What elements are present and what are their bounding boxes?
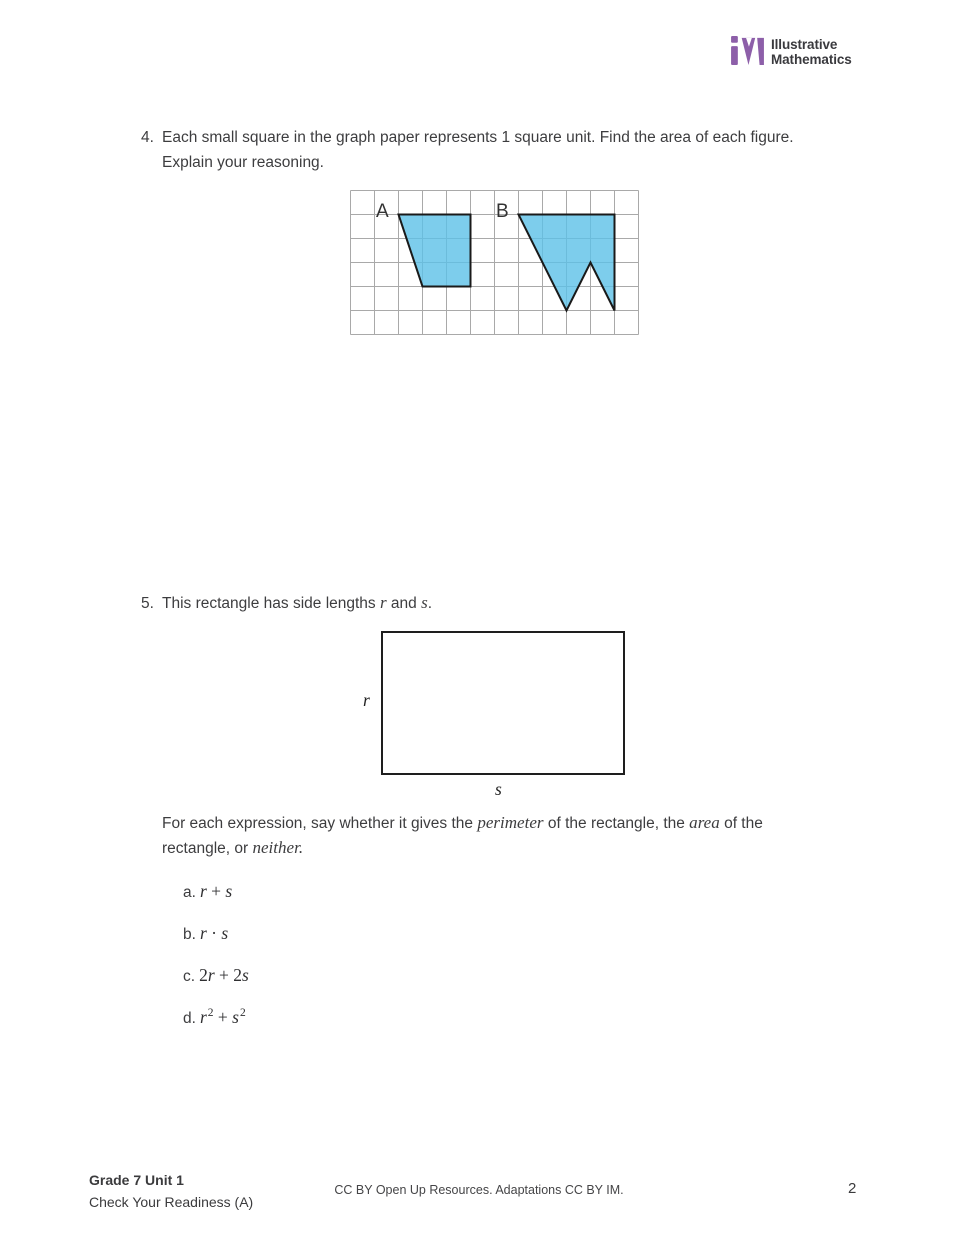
expression-part: · (206, 923, 222, 943)
expression-prompt (162, 812, 822, 861)
expression-part: 2 (207, 1007, 214, 1019)
math-term: s (421, 593, 428, 612)
expression-part: + (206, 881, 226, 901)
expression-part: r (199, 881, 207, 901)
expression-part: r (207, 965, 215, 985)
text-segment: For each expression, say whether it gives the (162, 815, 478, 832)
expression-item-a (183, 881, 249, 904)
footer-unit: Grade 7 Unit 1 (89, 1172, 184, 1188)
rectangle-side-r-label: r (363, 690, 370, 710)
expression-list (183, 881, 249, 1049)
figure-A-label: A (376, 201, 389, 222)
expression-part: s (242, 965, 249, 985)
expression-part: 2 (239, 1007, 246, 1019)
expression-part: s (221, 923, 229, 943)
figure-B-label: B (496, 201, 509, 222)
expression-part: 2 (199, 965, 208, 985)
graph-paper-figure (350, 190, 639, 335)
question-4-number: 4. (141, 129, 154, 146)
logo-line2: Mathematics (771, 51, 852, 67)
graph-paper-svg (350, 190, 639, 335)
math-term: perimeter (477, 813, 544, 832)
item-letter: c. (183, 968, 196, 985)
footer-assessment: Check Your Readiness (A) (89, 1193, 254, 1210)
expression-part: 2 (233, 965, 242, 985)
expression-item-d (183, 1007, 249, 1030)
footer-course-info (89, 1170, 253, 1213)
footer-license: CC BY Open Up Resources. Adaptations CC BY IM. (334, 1183, 624, 1197)
text-segment: This rectangle has side lengths (162, 595, 380, 612)
logo-wordmark (771, 38, 852, 67)
logo-line1: Illustrative (771, 37, 838, 52)
im-logo (731, 36, 852, 67)
item-letter: b. (183, 926, 196, 943)
expression-item-c (183, 965, 249, 988)
im-monogram-icon (731, 36, 764, 65)
text-segment: . (427, 595, 433, 612)
text-segment: of the rectangle, or (162, 815, 763, 857)
text-segment: and (386, 595, 422, 612)
expression-part: + (214, 965, 234, 985)
page-number: 2 (848, 1180, 857, 1197)
rectangle-side-s-label: s (495, 779, 502, 799)
rectangle-figure (381, 631, 625, 775)
text-segment: of the rectangle, the (543, 815, 690, 832)
expression-part: s (232, 1007, 239, 1027)
figure-A-polygon (399, 215, 471, 287)
math-term: area (689, 813, 720, 832)
item-letter: a. (183, 884, 196, 901)
expression-part: s (225, 881, 233, 901)
expression-part: r (199, 1007, 207, 1027)
question-5 (141, 592, 432, 617)
item-letter: d. (183, 1010, 196, 1027)
math-term: neither. (252, 837, 304, 857)
expression-part: + (213, 1007, 233, 1027)
question-5-text (162, 592, 432, 617)
expression-item-b (183, 923, 249, 946)
math-term: r (379, 593, 387, 612)
question-5-number: 5. (141, 595, 154, 612)
expression-part: r (199, 923, 207, 943)
question-4-text: Each small square in the graph paper represents 1 square unit. Find the area of each figure. Explain your reasoning. (162, 129, 794, 171)
question-4 (141, 126, 842, 175)
